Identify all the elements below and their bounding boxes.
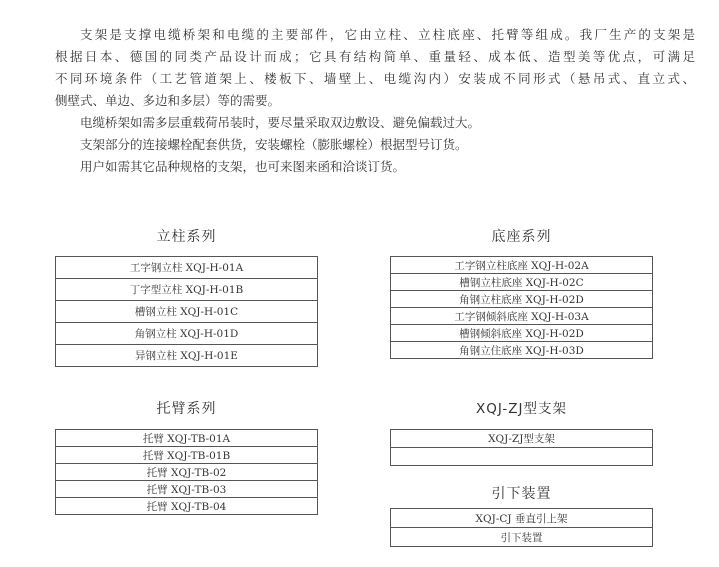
intro-line-3: 不同环境条件（工艺管道架上、楼板下、墙壁上、电缆沟内）安装成不同形式（悬吊式、直立式、 bbox=[55, 71, 695, 86]
intro-text bbox=[55, 24, 695, 178]
table-cell: 托臂 XQJ-TB-01B bbox=[56, 447, 318, 464]
arm-series-table bbox=[55, 429, 318, 515]
downlead-table bbox=[390, 508, 653, 547]
table-cell: 工字钢倾斜底座 XQJ-H-03A bbox=[391, 308, 653, 325]
table-row bbox=[56, 447, 318, 464]
table-row bbox=[391, 342, 653, 359]
table-row bbox=[56, 498, 318, 515]
table-row bbox=[391, 528, 653, 547]
table-cell: 角钢立柱 XQJ-H-01D bbox=[56, 323, 318, 345]
downlead-section bbox=[390, 483, 653, 547]
table-row bbox=[56, 481, 318, 498]
table-row bbox=[56, 257, 318, 279]
table-cell: 工字钢立柱 XQJ-H-01A bbox=[56, 257, 318, 279]
table-cell: 工字钢立柱底座 XQJ-H-02A bbox=[391, 257, 653, 274]
table-row bbox=[56, 430, 318, 447]
table-cell: 引下装置 bbox=[391, 528, 653, 547]
intro-paragraph-4: 用户如需其它品种规格的支架，也可来图来函和洽谈订货。 bbox=[80, 159, 406, 174]
downlead-title: 引下装置 bbox=[491, 486, 552, 502]
table-row bbox=[56, 301, 318, 323]
table-cell: 槽钢立柱底座 XQJ-H-02C bbox=[391, 274, 653, 291]
table-row bbox=[391, 308, 653, 325]
table-cell: 异钢立柱 XQJ-H-01E bbox=[56, 345, 318, 367]
zj-series-title: XQJ-ZJ型支架 bbox=[476, 401, 567, 417]
intro-line-4: 侧壁式、单边、多边和多层）等的需要。 bbox=[55, 93, 281, 108]
arm-series-section bbox=[55, 398, 318, 515]
table-cell: 槽钢倾斜底座 XQJ-H-02D bbox=[391, 325, 653, 342]
arm-series-title: 托臂系列 bbox=[156, 401, 217, 417]
base-series-section bbox=[390, 226, 653, 359]
table-row bbox=[391, 509, 653, 528]
intro-line-1: 支架是支撑电缆桥架和电缆的主要部件，它由立柱、立柱底座、托臂等组成。我厂生产的支架是 bbox=[80, 27, 695, 42]
table-cell: 丁字型立柱 XQJ-H-01B bbox=[56, 279, 318, 301]
table-cell: 托臂 XQJ-TB-02 bbox=[56, 464, 318, 481]
table-row bbox=[391, 325, 653, 342]
intro-paragraph-3: 支架部分的连接螺栓配套供货，安装螺栓（膨胀螺栓）根据型号订货。 bbox=[80, 137, 468, 152]
table-row bbox=[391, 274, 653, 291]
columns-series-title: 立柱系列 bbox=[156, 229, 217, 245]
table-row bbox=[391, 430, 653, 448]
table-cell: 角钢立柱底座 XQJ-H-02D bbox=[391, 291, 653, 308]
base-series-title: 底座系列 bbox=[491, 229, 552, 245]
table-row bbox=[56, 345, 318, 367]
columns-series-section bbox=[55, 226, 318, 367]
table-row bbox=[391, 448, 653, 466]
table-row bbox=[391, 257, 653, 274]
table-row bbox=[56, 464, 318, 481]
table-row bbox=[56, 279, 318, 301]
zj-series-table bbox=[390, 429, 653, 466]
columns-series-table bbox=[55, 256, 318, 367]
table-cell: 角钢立住底座 XQJ-H-03D bbox=[391, 342, 653, 359]
table-cell: 槽钢立柱 XQJ-H-01C bbox=[56, 301, 318, 323]
base-series-table bbox=[390, 256, 653, 359]
table-cell: 托臂 XQJ-TB-03 bbox=[56, 481, 318, 498]
table-row bbox=[391, 291, 653, 308]
table-cell bbox=[391, 448, 653, 466]
table-cell: 托臂 XQJ-TB-01A bbox=[56, 430, 318, 447]
intro-line-2: 根据日本、德国的同类产品设计而成；它具有结构简单、重量轻、成本低、造型美等优点，可满足 bbox=[55, 49, 695, 64]
zj-series-section bbox=[390, 398, 653, 466]
table-cell: 托臂 XQJ-TB-04 bbox=[56, 498, 318, 515]
intro-paragraph-2: 电缆桥架如需多层重载荷吊装时，要尽量采取双边敷设、避免偏载过大。 bbox=[80, 115, 481, 130]
table-cell: XQJ-CJ 垂直引上架 bbox=[391, 509, 653, 528]
table-row bbox=[56, 323, 318, 345]
table-cell: XQJ-ZJ型支架 bbox=[391, 430, 653, 448]
